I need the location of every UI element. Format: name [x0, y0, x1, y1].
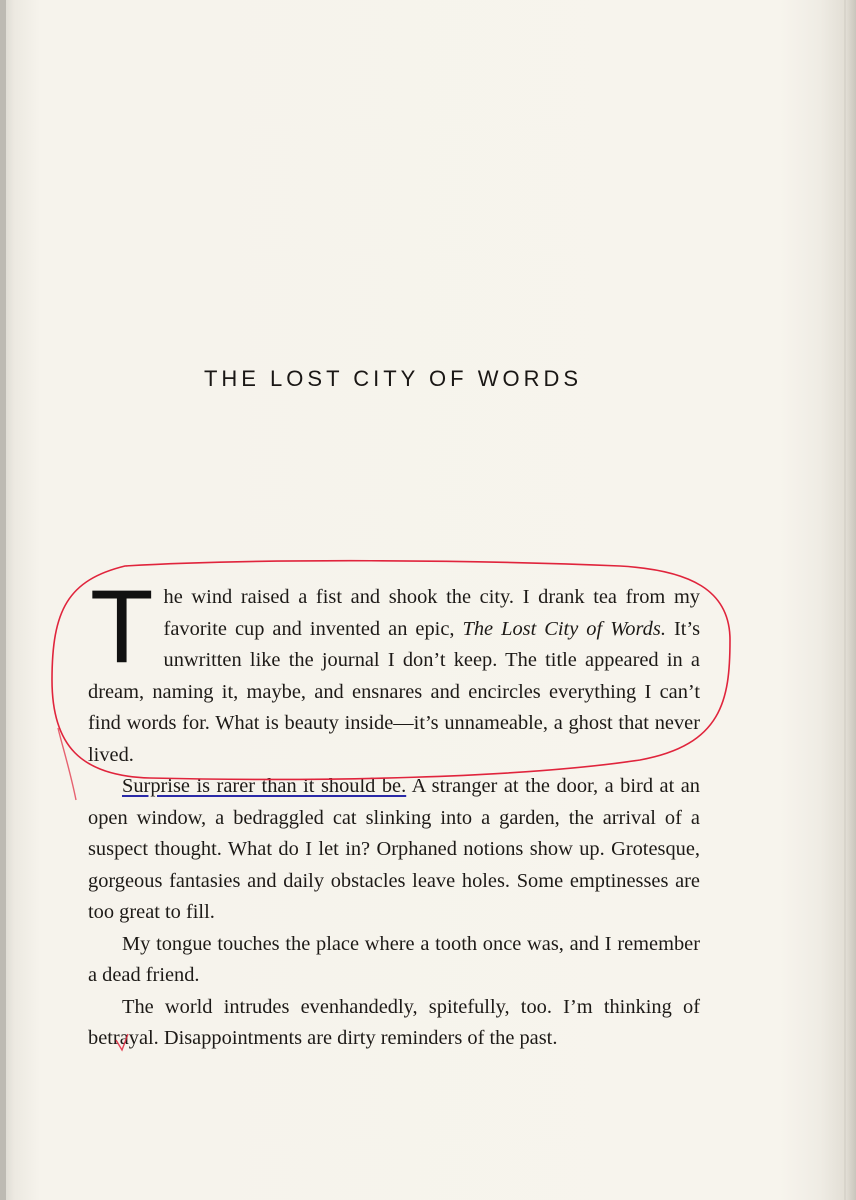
paragraph-3: My tongue touches the place where a tooth once was, and I remember a dead friend.	[88, 932, 700, 986]
drop-cap: T	[90, 569, 154, 685]
paragraph-1-text-a: he wind raised a fist and shook the city. I drank tea from my favorite cup and invented an epic,	[163, 586, 700, 640]
paragraph-2-text: A stranger at the door, a bird at an open window, a bedraggled cat slinking into a garden, the arrival of a suspect thought. What do I let in? Orphaned notions show up. Grotesque, gorgeous fantasies and daily obstacles leave holes. Some emptinesses are too great to fill.	[88, 775, 700, 923]
red-tick-mark	[58, 728, 76, 800]
page-edge	[844, 0, 846, 1200]
page-gutter-shadow	[0, 0, 6, 1200]
body-text	[88, 569, 701, 1055]
paragraph-2	[88, 771, 700, 929]
book-title-italic: The Lost City of Words.	[462, 617, 666, 640]
underlined-sentence: Surprise is rarer than it should be.	[122, 775, 407, 797]
paragraph-4: The world intrudes evenhandedly, spitefully, too. I’m thinking of betrayal. Disappointments are dirty reminders of the past.	[88, 995, 700, 1049]
paragraph-1	[88, 569, 701, 771]
chapter-title: THE LOST CITY OF WORDS	[203, 366, 583, 391]
paragraph-1-text-b: It’s unwritten like the journal I don’t keep. The title appeared in a dream, naming it, maybe, and ensnares and encircles everything I can’t find words for. What is beauty inside—it’s unnameable, a ghost that never lived.	[88, 617, 701, 766]
